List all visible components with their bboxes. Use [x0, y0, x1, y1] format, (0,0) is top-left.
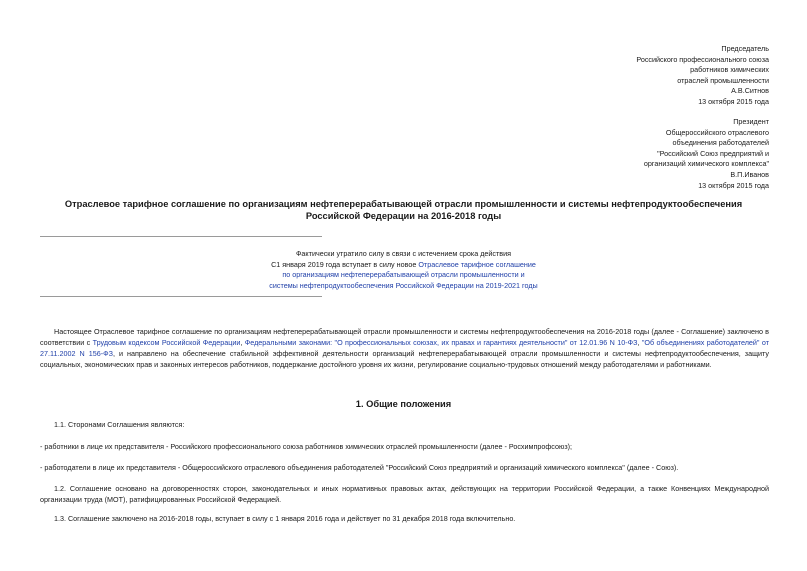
- signature-line: Общероссийского отраслевого: [665, 127, 769, 137]
- president-signature-block: [644, 117, 769, 191]
- signature-line: работников химических: [690, 65, 769, 75]
- employers-law-link[interactable]: "Об объединениях работодателей" от 27.11.2002 N 156-ФЗ: [40, 338, 769, 358]
- intro-text: Настоящее Отраслевое тарифное соглашение по организациям нефтеперерабатывающей отрасли промышленности и системы нефтепродуктообеспечения на 2016-2018 годы (далее - Соглашение) заключено в соответствии с: [40, 327, 769, 347]
- signature-line: организаций химического комплекса": [643, 159, 769, 169]
- signature-line: Президент: [733, 117, 769, 126]
- trade-union-law-link[interactable]: Федеральными законами: "О профессиональных союзах, их правах и гарантиях деятельности" от 12.01.96 N 10-ФЗ: [244, 338, 638, 347]
- new-agreement-link[interactable]: системы нефтепродуктообеспечения Российской Федерации на 2019-2021 годы: [269, 280, 538, 290]
- signature-line: Председатель: [721, 44, 769, 53]
- party-workers: - работники в лице их представителя - Российского профессионального союза работников химических отраслей промышленности (далее - Росхимпрофсоюз);: [40, 442, 573, 451]
- status-note-line: Фактически утратило силу в связи с истечением срока действия: [295, 249, 512, 258]
- signature-line: Российского профессионального союза: [636, 54, 769, 64]
- intro-paragraph: [40, 326, 769, 370]
- section-title: 1. Общие положения: [355, 399, 452, 409]
- status-note: [40, 249, 767, 291]
- paragraph-1-2: 1.2. Соглашение основано на договоренностях сторон, законодательных и иных нормативных правовых актах, действующих на территории Российской Федерации, а также Конвенциях Международной организации труда (МОТ), ратифицированных Российской Федерацией.: [40, 484, 769, 504]
- signature-line: А.В.Ситнов: [731, 86, 769, 96]
- chairman-signature-block: [636, 44, 769, 108]
- signature-line: 13 октября 2015 года: [698, 180, 769, 190]
- status-note-line: [40, 260, 767, 271]
- new-agreement-link[interactable]: по организациям нефтеперерабатывающей отрасли промышленности и: [282, 270, 525, 280]
- document-title: Отраслевое тарифное соглашение по организациям нефтеперерабатывающей отрасли промышленности и системы нефтепродуктообеспечения Российской Федерации на 2016-2018 годы: [64, 199, 743, 221]
- divider: [40, 296, 322, 297]
- intro-separator: ,: [637, 338, 642, 347]
- new-agreement-link[interactable]: Отраслевое тарифное соглашение: [418, 259, 536, 269]
- status-note-line: [40, 281, 767, 292]
- paragraph-1-1: 1.1. Сторонами Соглашения являются:: [54, 420, 185, 429]
- divider: [40, 236, 322, 237]
- status-note-line: [40, 270, 767, 281]
- signature-line: 13 октября 2015 года: [698, 96, 769, 106]
- intro-separator: ,: [240, 338, 245, 347]
- labor-code-link[interactable]: Трудовым кодексом Российской Федерации: [92, 338, 241, 347]
- signature-line: В.П.Иванов: [730, 169, 769, 179]
- signature-line: отраслей промышленности: [677, 75, 769, 85]
- intro-text: , и направлено на обеспечение стабильной эффективной деятельности организаций нефтеперерабатывающей отрасли промышленности и системы нефтепродуктообеспечения, защиту социальных, экономических прав и законных интересов работников, поддержание достойного уровня их жизни, регулирование социально-трудовых отношений между работодателями и работниками.: [40, 349, 769, 369]
- signature-line: "Российский Союз предприятий и: [657, 148, 769, 158]
- paragraph-1-3: 1.3. Соглашение заключено на 2016-2018 годы, вступает в силу с 1 января 2016 года и действует по 31 декабря 2018 года включительно.: [54, 514, 516, 523]
- signature-line: объединения работодателей: [672, 138, 769, 148]
- party-employers: - работодатели в лице их представителя - Общероссийского отраслевого объединения работодателей "Российский Союз предприятий и организаций химического комплекса" (далее - Союз).: [40, 463, 679, 472]
- status-note-text: С1 января 2019 года вступает в силу новое: [271, 259, 419, 269]
